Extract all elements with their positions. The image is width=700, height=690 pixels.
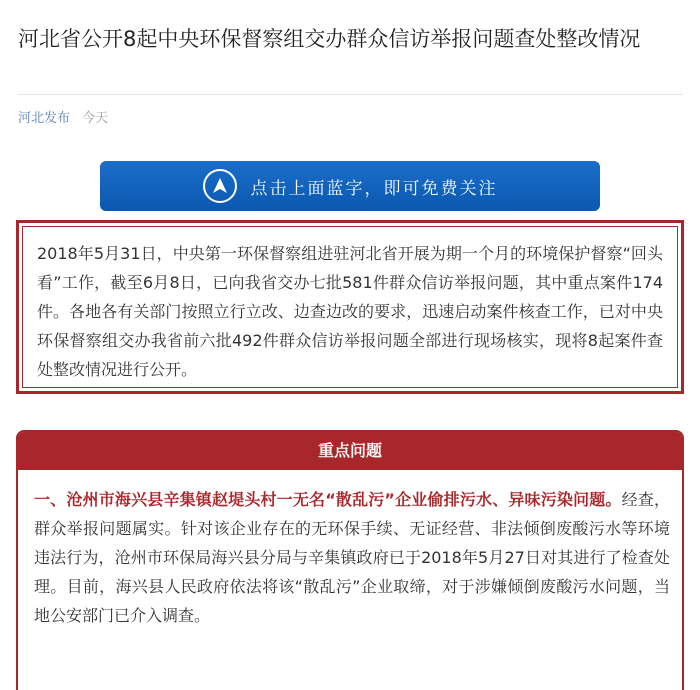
title-divider	[18, 94, 683, 95]
intro-box	[16, 220, 684, 394]
section-header: 重点问题	[18, 432, 682, 470]
publish-date: 今天	[82, 111, 109, 126]
follow-banner[interactable]	[100, 161, 600, 211]
article-meta	[18, 110, 108, 128]
issue-body: 经查，群众举报问题属实。针对该企业存在的无环保手续、无证经营、非法倾倒废酸污水等环境违法行为，沧州市环保局海兴县分局与辛集镇政府已于2018年5月27日对其进行了检查处理。目前，海兴县人民政府依法将该“散乱污”企业取缔，对于涉嫌倾倒废酸污水问题，当地公安部门已介入调查。	[34, 490, 670, 625]
key-issues-section	[16, 430, 684, 690]
section-body	[18, 470, 682, 630]
intro-inner-frame	[22, 226, 678, 388]
issue-heading: 一、沧州市海兴县辛集镇赵堤头村一无名“散乱污”企业偷排污水、异味污染问题。	[34, 490, 622, 509]
article-title: 河北省公开8起中央环保督察组交办群众信访举报问题查处整改情况	[18, 27, 641, 51]
issue-paragraph	[34, 485, 670, 630]
intro-paragraph: 2018年5月31日，中央第一环保督察组进驻河北省开展为期一个月的环境保护督察“回头看”工作，截至6月8日，已向我省交办七批581件群众信访举报问题，其中重点案件174件。各地各有关部门按照立行立改、边查边改的要求，迅速启动案件核查工作，已对中央环保督察组交办我省前六批492件群众信访举报问题全部进行现场核实，现将8起案件查处整改情况进行公开。	[37, 244, 663, 379]
navigation-arrow-icon	[203, 169, 237, 203]
follow-banner-text: 点击上面蓝字，即可免费关注	[250, 178, 498, 199]
account-name-link[interactable]: 河北发布	[18, 111, 71, 126]
